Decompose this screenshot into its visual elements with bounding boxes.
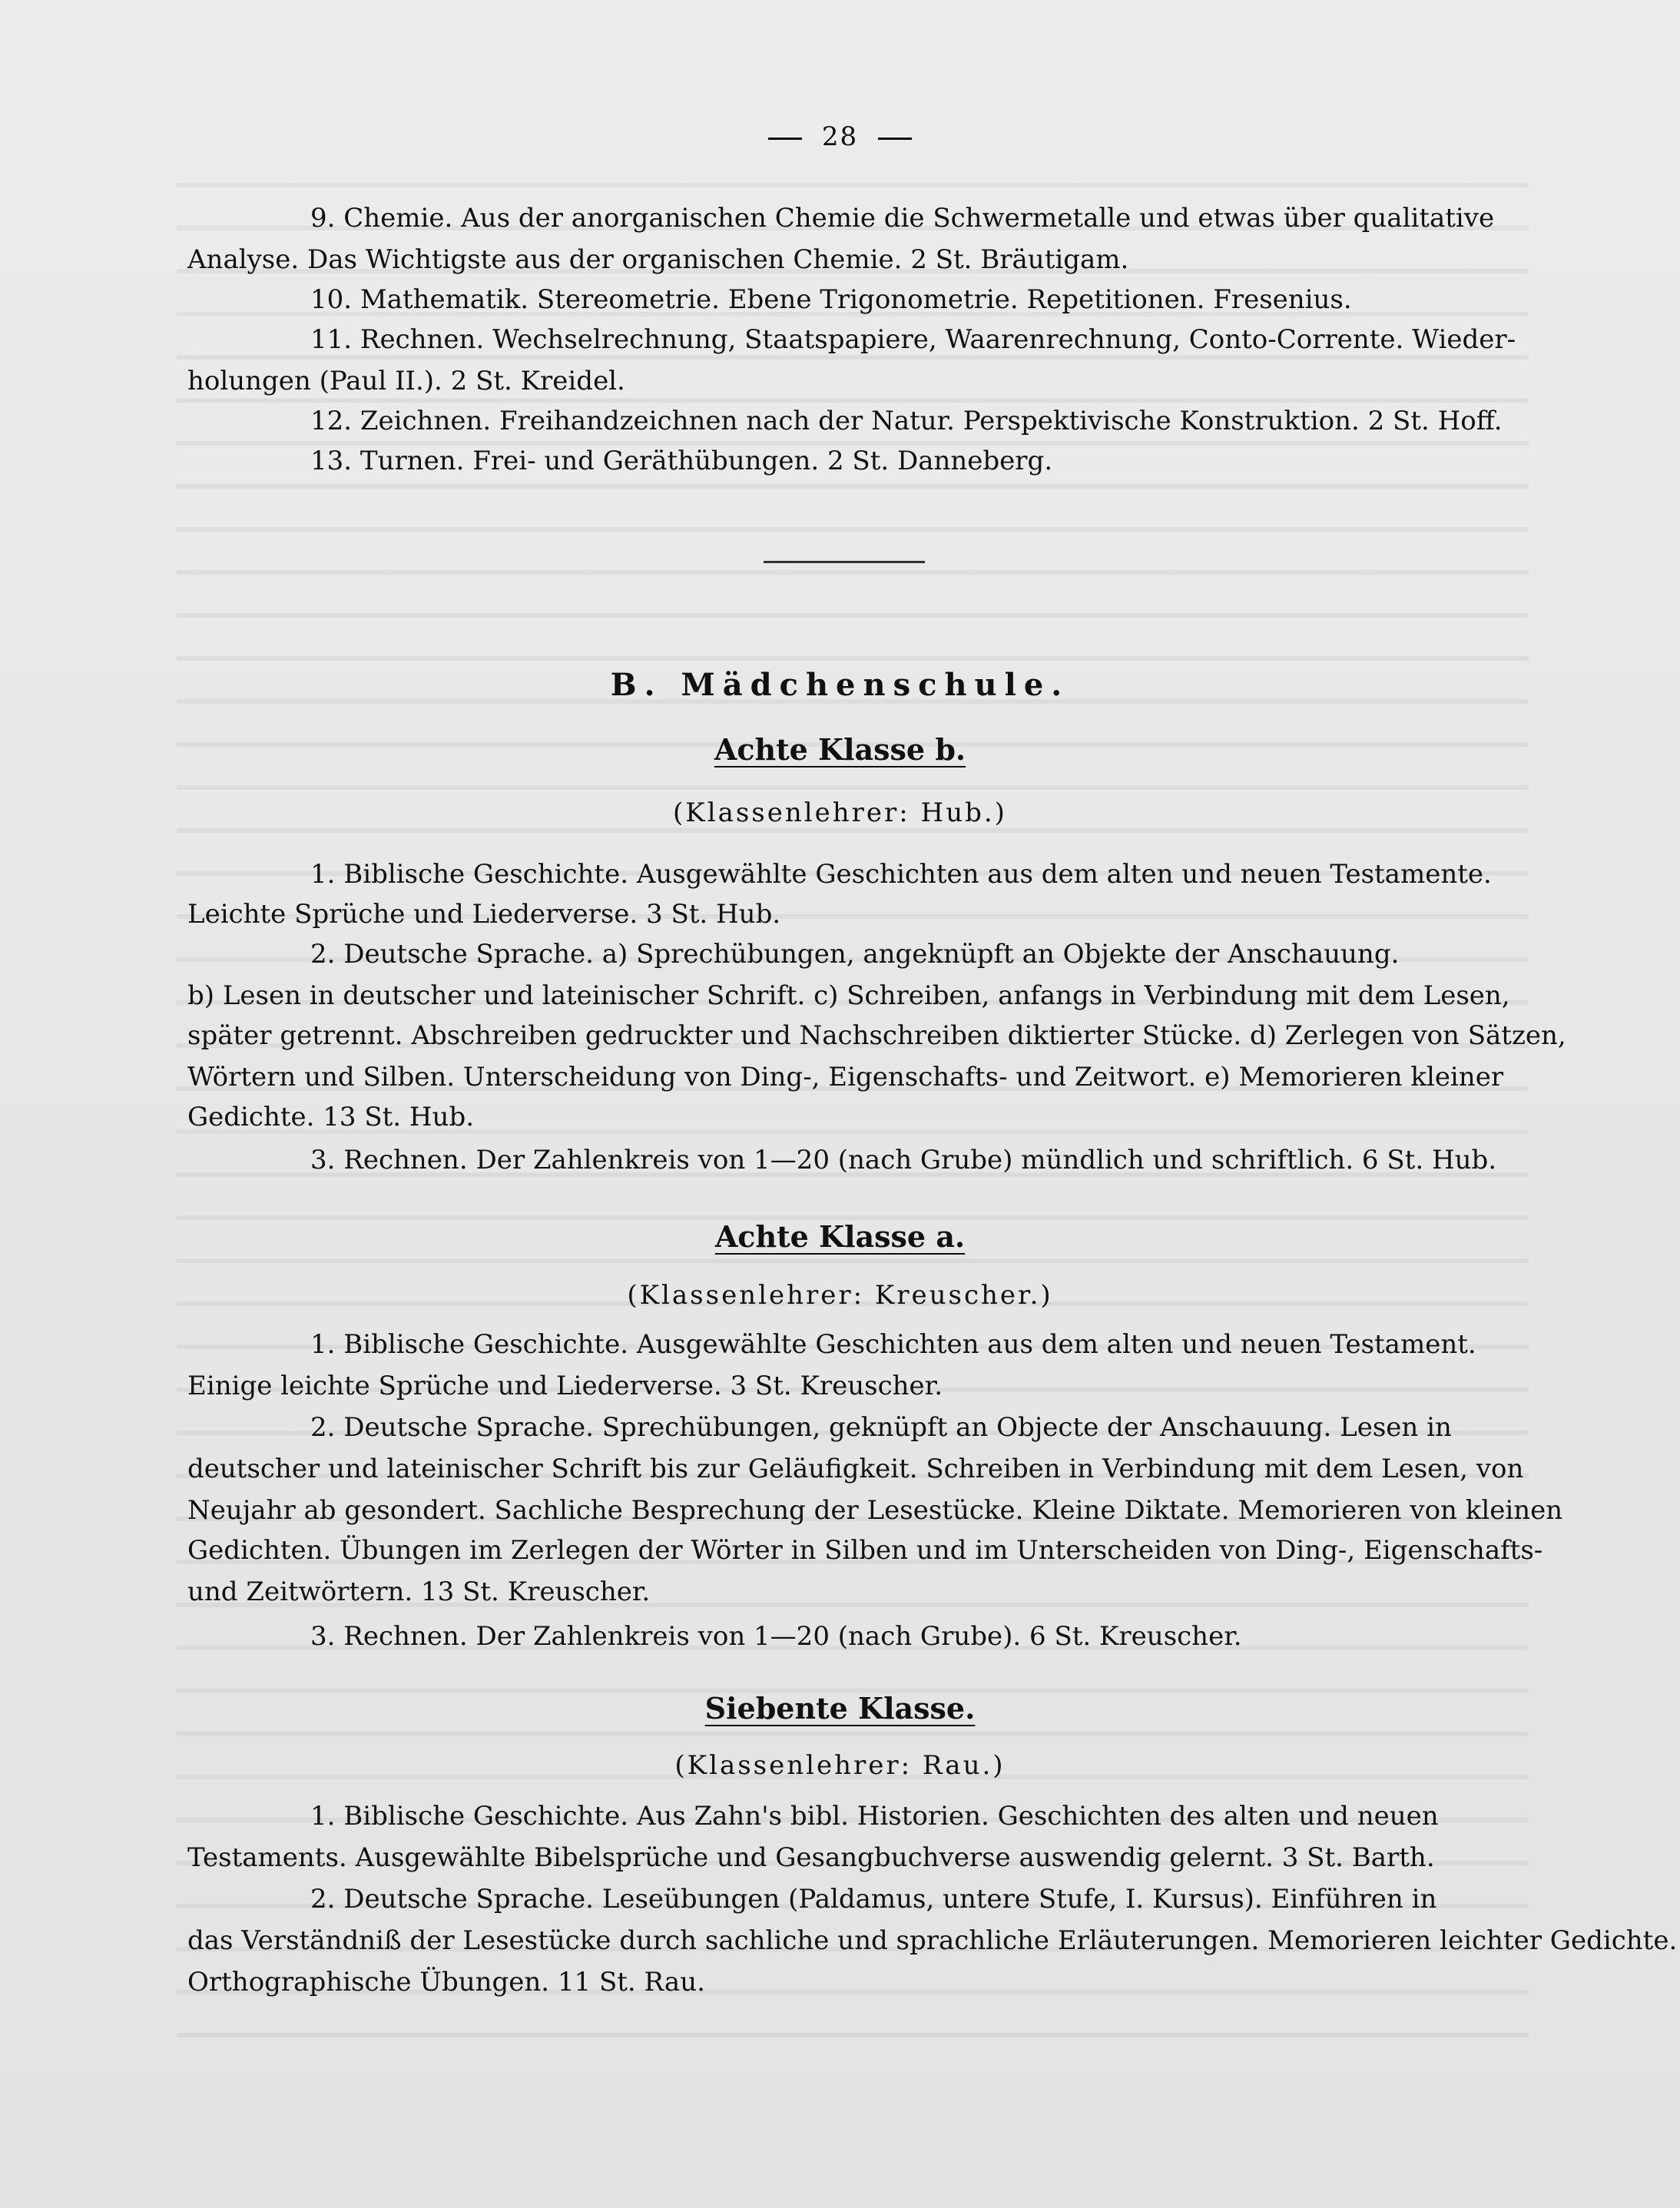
class-teacher: (Klassenlehrer: Kreuscher.) <box>627 1280 1053 1311</box>
body-line: 1. Biblische Geschichte. Ausgewählte Geschichten aus dem alten und neuen Testamente. <box>310 859 1492 890</box>
body-line: 3. Rechnen. Der Zahlenkreis von 1—20 (nach Grube). 6 St. Kreuscher. <box>310 1621 1242 1652</box>
section-title: B. Mädchenschule. <box>610 667 1070 703</box>
body-line: 12. Zeichnen. Freihandzeichnen nach der Natur. Perspektivische Konstruktion. 2 St. Hoff. <box>310 406 1503 436</box>
page-number-dash-left <box>768 138 802 140</box>
body-line: das Verständniß der Lesestücke durch sachliche und sprachliche Erläuterungen. Memorieren leichter Gedichte. <box>187 1925 1678 1956</box>
body-line: 11. Rechnen. Wechselrechnung, Staatspapiere, Waarenrechnung, Conto-Corrente. Wieder- <box>310 324 1516 355</box>
body-line: Testaments. Ausgewählte Bibelsprüche und Gesangbuchverse auswendig gelernt. 3 St. Barth. <box>187 1842 1435 1873</box>
body-line: holungen (Paul II.). 2 St. Kreidel. <box>187 366 625 396</box>
body-line: Neujahr ab gesondert. Sachliche Besprechung der Lesestücke. Kleine Diktate. Memorieren von kleinen <box>187 1495 1563 1526</box>
body-line: 2. Deutsche Sprache. a) Sprechübungen, angeknüpft an Objekte der Anschauung. <box>310 939 1400 970</box>
body-line: 10. Mathematik. Stereometrie. Ebene Trigonometrie. Repetitionen. Fresenius. <box>310 284 1352 315</box>
body-line: und Zeitwörtern. 13 St. Kreuscher. <box>187 1576 651 1607</box>
body-line: Gedichten. Übungen im Zerlegen der Wörter in Silben und im Unterscheiden von Ding-, Eigenschafts- <box>187 1535 1543 1566</box>
page-number <box>0 121 1680 152</box>
class-title: Siebente Klasse. <box>704 1691 976 1726</box>
body-line: 9. Chemie. Aus der anorganischen Chemie die Schwermetalle und etwas über qualitative <box>310 203 1495 234</box>
class-teacher: (Klassenlehrer: Rau.) <box>674 1750 1006 1781</box>
section-divider <box>764 561 925 563</box>
page-number-value: 28 <box>821 121 859 152</box>
body-line: Einige leichte Sprüche und Liederverse. 3 St. Kreuscher. <box>187 1371 943 1401</box>
class-teacher: (Klassenlehrer: Hub.) <box>673 797 1007 828</box>
body-line: Leichte Sprüche und Liederverse. 3 St. Hub. <box>187 899 781 930</box>
body-line: 13. Turnen. Frei- und Geräthübungen. 2 St. Danneberg. <box>310 446 1053 476</box>
body-line: Wörtern und Silben. Unterscheidung von Ding-, Eigenschafts- und Zeitwort. e) Memorieren kleiner <box>187 1062 1504 1092</box>
body-line: Analyse. Das Wichtigste aus der organischen Chemie. 2 St. Bräutigam. <box>187 244 1129 275</box>
page-number-dash-right <box>878 138 912 140</box>
body-line: Gedichte. 13 St. Hub. <box>187 1102 475 1132</box>
class-title: Achte Klasse b. <box>714 732 966 767</box>
body-line: deutscher und lateinischer Schrift bis zur Geläufigkeit. Schreiben in Verbindung mit dem Lesen, von <box>187 1454 1524 1484</box>
body-line: später getrennt. Abschreiben gedruckter und Nachschreiben diktierter Stücke. d) Zerlegen von Sätzen, <box>187 1020 1566 1051</box>
body-line: 2. Deutsche Sprache. Leseübungen (Paldamus, untere Stufe, I. Kursus). Einführen in <box>310 1884 1437 1915</box>
body-line: Orthographische Übungen. 11 St. Rau. <box>187 1967 705 1997</box>
body-line: 3. Rechnen. Der Zahlenkreis von 1—20 (nach Grube) mündlich und schriftlich. 6 St. Hub. <box>310 1145 1497 1175</box>
body-line: 1. Biblische Geschichte. Ausgewählte Geschichten aus dem alten und neuen Testament. <box>310 1329 1476 1360</box>
body-line: 2. Deutsche Sprache. Sprechübungen, geknüpft an Objecte der Anschauung. Lesen in <box>310 1412 1452 1443</box>
body-line: b) Lesen in deutscher und lateinischer Schrift. c) Schreiben, anfangs in Verbindung mit dem Lesen, <box>187 980 1510 1011</box>
class-title: Achte Klasse a. <box>714 1219 966 1254</box>
body-line: 1. Biblische Geschichte. Aus Zahn's bibl. Historien. Geschichten des alten und neuen <box>310 1801 1439 1832</box>
